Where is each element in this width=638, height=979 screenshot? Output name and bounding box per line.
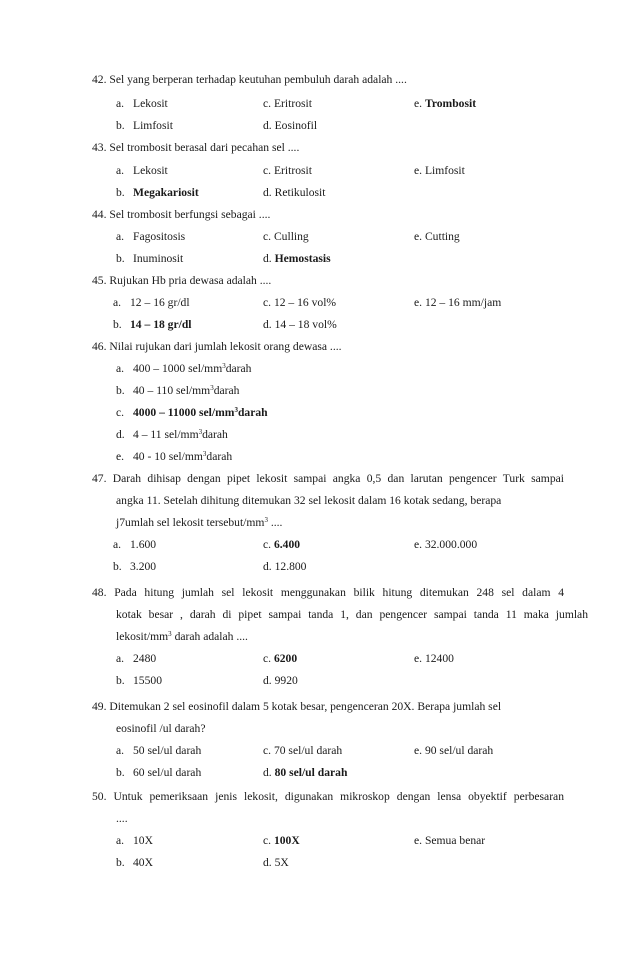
q46-option-e: e. 40 - 10 sel/$mm^3darah$ (116, 450, 233, 463)
answer-highlight: 6.400 (273, 538, 301, 551)
q49-option-d: d. 80 sel/ul darah (263, 766, 348, 779)
q42-option-c: c. Eritrosit (263, 97, 312, 110)
question-47-stem-line1: 47. Darah dihisap dengan pipet lekosit sampai angka 0,5 dan larutan pengencer Turk sampai (92, 472, 564, 485)
q44-option-e: e. Cutting (414, 230, 460, 243)
question-48-stem-line2: kotak besar , darah di pipet sampai tanda 1, dan pengencer sampai tanda 11 maka jumlah (116, 608, 588, 621)
q45-option-d: d. 14 – 18 vol% (263, 318, 337, 331)
q44-option-c: c. Culling (263, 230, 309, 243)
q42-option-e: e. Trombosit (414, 97, 477, 110)
question-46-stem: 46. Nilai rujukan dari jumlah lekosit orang dewasa .... (92, 340, 342, 353)
q48-option-a: a. 2480 (116, 652, 157, 665)
q50-option-a: a. 10X (116, 834, 153, 847)
q46-option-b: b. 40 – 110 sel/$mm^3darah$ (116, 384, 240, 397)
answer-highlight: 80 sel/ul darah (274, 766, 348, 779)
q45-option-b: b. 14 – 18 gr/dl (113, 318, 192, 331)
question-42-stem: 42. Sel yang berperan terhadap keutuhan pembuluh darah adalah .... (92, 73, 407, 86)
q48-option-d: d. 9920 (263, 674, 298, 687)
answer-highlight: 6200 (273, 652, 298, 665)
q47-option-b: b. 3.200 (113, 560, 157, 573)
question-44-stem: 44. Sel trombosit berfungsi sebagai .... (92, 208, 271, 221)
q47-option-e: e. 32.000.000 (414, 538, 478, 551)
question-49-stem-line1: 49. Ditemukan 2 sel eosinofil dalam 5 kotak besar, pengenceran 20X. Berapa jumlah sel (92, 700, 502, 713)
q42-option-b: b. Limfosit (116, 119, 173, 132)
q43-option-c: c. Eritrosit (263, 164, 312, 177)
answer-highlight: Trombosit (424, 97, 477, 110)
answer-highlight: Megakariosit (133, 186, 199, 199)
question-45-stem: 45. Rujukan Hb pria dewasa adalah .... (92, 274, 272, 287)
q49-option-b: b. 60 sel/ul darah (116, 766, 202, 779)
q49-option-c: c. 70 sel/ul darah (263, 744, 343, 757)
q46-option-c: c. 4000 – 11000 sel/$mm^3darah$ (116, 406, 268, 419)
answer-highlight: 100X (273, 834, 300, 847)
q50-option-c: c. 100X (263, 834, 300, 847)
q48-option-b: b. 15500 (116, 674, 162, 687)
question-48-stem-line1: 48. Pada hitung jumlah sel lekosit menggunakan bilik hitung ditemukan 248 sel dalam 4 (92, 586, 564, 599)
q48-option-e: e. 12400 (414, 652, 454, 665)
q47-option-c: c. 6.400 (263, 538, 301, 551)
q43-option-e: e. Limfosit (414, 164, 465, 177)
q45-option-c: c. 12 – 16 vol% (263, 296, 337, 309)
question-50-stem-line1: 50. Untuk pemeriksaan jenis lekosit, digunakan mikroskop dengan lensa obyektif perbesaran (92, 790, 564, 803)
answer-highlight: Hemostasis (274, 252, 331, 265)
question-47-stem-line3: j7umlah sel lekosit tersebut/$mm^3$ .... (116, 516, 283, 529)
q47-option-d: d. 12.800 (263, 560, 307, 573)
q46-option-a: a. 400 – 1000 sel/$mm^3darah$ (116, 362, 252, 375)
q49-option-e: e. 90 sel/ul darah (414, 744, 494, 757)
question-47-stem-line2: angka 11. Setelah dihitung ditemukan 32 sel lekosit dalam 16 kotak sedang, berapa (116, 494, 502, 507)
q42-option-d: d. Eosinofil (263, 119, 318, 132)
q47-option-a: a. 1.600 (113, 538, 157, 551)
question-43-stem: 43. Sel trombosit berasal dari pecahan sel .... (92, 141, 300, 154)
q48-option-c: c. 6200 (263, 652, 298, 665)
q43-option-b: b. Megakariosit (116, 186, 199, 199)
q50-option-d: d. 5X (263, 856, 289, 869)
answer-highlight: 4000 – 11000 sel/$mm^3darah$ (133, 406, 268, 419)
question-50-stem-line2: .... (116, 812, 128, 825)
question-48-stem-line3: lekosit/$mm^3$ darah adalah .... (116, 630, 248, 643)
q46-option-d: d. 4 – 11 sel/$mm^3darah$ (116, 428, 228, 441)
q43-option-a: a. Lekosit (116, 164, 168, 177)
answer-highlight: 14 – 18 gr/dl (130, 318, 192, 331)
q43-option-d: d. Retikulosit (263, 186, 326, 199)
q45-option-e: e. 12 – 16 mm/jam (414, 296, 502, 309)
q44-option-a: a. Fagositosis (116, 230, 186, 243)
q44-option-b: b. Inuminosit (116, 252, 184, 265)
q50-option-e: e. Semua benar (414, 834, 486, 847)
q49-option-a: a. 50 sel/ul darah (116, 744, 202, 757)
q45-option-a: a. 12 – 16 gr/dl (113, 296, 190, 309)
q42-option-a: a. Lekosit (116, 97, 168, 110)
q50-option-b: b. 40X (116, 856, 153, 869)
q44-option-d: d. Hemostasis (263, 252, 331, 265)
question-49-stem-line2: eosinofil /ul darah? (116, 722, 206, 735)
